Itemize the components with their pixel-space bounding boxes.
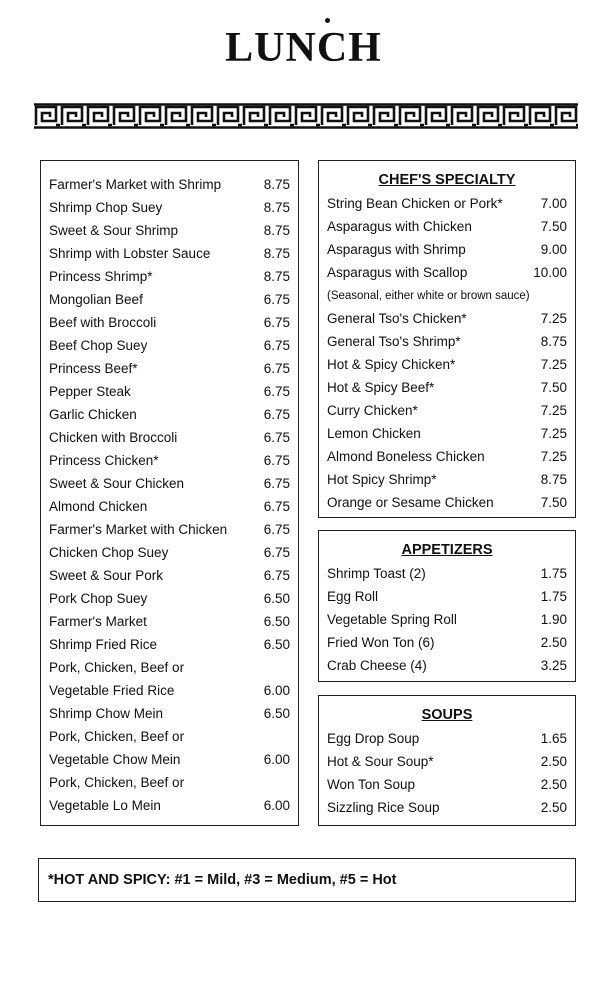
menu-item-name: Beef Chop Suey	[49, 338, 148, 353]
menu-item-name: Hot & Spicy Chicken*	[327, 357, 456, 372]
menu-item-name: General Tso's Shrimp*	[327, 334, 461, 349]
menu-item	[49, 242, 290, 265]
menu-item-name: Sizzling Rice Soup	[327, 800, 440, 815]
menu-item	[327, 261, 567, 284]
menu-item-name: Asparagus with Chicken	[327, 219, 472, 234]
menu-item	[49, 794, 290, 817]
menu-item	[327, 238, 567, 261]
menu-item-price: 1.65	[540, 731, 567, 746]
menu-item-price: 1.75	[540, 566, 567, 581]
menu-item-price: 3.25	[540, 658, 567, 673]
menu-item-name: Sweet & Sour Chicken	[49, 476, 185, 491]
menu-item-price: 1.75	[540, 589, 567, 604]
menu-item-name: Shrimp Chop Suey	[49, 200, 163, 215]
menu-item	[49, 610, 290, 633]
menu-item-price: 6.00	[263, 683, 290, 698]
menu-item	[49, 380, 290, 403]
menu-item-name: Lemon Chicken	[327, 426, 421, 441]
menu-item-name: Asparagus with Scallop	[327, 265, 468, 280]
menu-item-name: Chicken Chop Suey	[49, 545, 169, 560]
menu-item-name: Won Ton Soup	[327, 777, 416, 792]
menu-item-price: 6.00	[263, 752, 290, 767]
menu-item	[327, 654, 567, 677]
soups-title: SOUPS	[421, 707, 473, 723]
menu-item	[327, 796, 567, 819]
menu-item-price: 6.75	[263, 476, 290, 491]
menu-item	[327, 307, 567, 330]
menu-item-price: 8.75	[540, 472, 567, 487]
menu-item-price: 6.75	[263, 384, 290, 399]
menu-item-price: 6.75	[263, 499, 290, 514]
menu-item-name: Farmer's Market with Shrimp	[49, 177, 222, 192]
menu-item-name: Egg Drop Soup	[327, 731, 420, 746]
menu-item	[327, 491, 567, 514]
menu-item-name: Farmer's Market	[49, 614, 147, 629]
menu-item-price: 6.50	[263, 637, 290, 652]
menu-item	[49, 518, 290, 541]
menu-item-price: 8.75	[263, 223, 290, 238]
menu-item-name: Chicken with Broccoli	[49, 430, 178, 445]
menu-item	[49, 679, 290, 702]
menu-item-name: Vegetable Lo Mein	[49, 798, 161, 813]
menu-item-name: Mongolian Beef	[49, 292, 143, 307]
menu-item	[327, 422, 567, 445]
menu-item-name: Pork, Chicken, Beef or	[49, 660, 185, 675]
menu-item-price: 7.25	[540, 449, 567, 464]
menu-item-price: 6.75	[263, 522, 290, 537]
menu-item	[49, 564, 290, 587]
menu-item	[49, 702, 290, 725]
menu-item-name: Princess Chicken*	[49, 453, 159, 468]
menu-item	[327, 727, 567, 750]
menu-item	[327, 608, 567, 631]
menu-item-price: 8.75	[263, 269, 290, 284]
menu-item-price: 7.00	[540, 196, 567, 211]
chefs-specialty-box	[318, 160, 576, 518]
menu-item-name: String Bean Chicken or Pork*	[327, 196, 503, 211]
appetizers-box	[318, 530, 576, 682]
menu-item	[49, 196, 290, 219]
menu-item-name: Beef with Broccoli	[49, 315, 157, 330]
menu-item	[49, 495, 290, 518]
menu-item-price: 8.75	[540, 334, 567, 349]
menu-item-name: Vegetable Fried Rice	[49, 683, 175, 698]
menu-item	[327, 773, 567, 796]
menu-item-name: Shrimp with Lobster Sauce	[49, 246, 211, 261]
menu-item-name: Shrimp Fried Rice	[49, 637, 158, 652]
menu-item-name: Sweet & Sour Shrimp	[49, 223, 179, 238]
menu-item	[49, 541, 290, 564]
menu-item	[49, 656, 290, 679]
menu-item	[327, 399, 567, 422]
menu-item-name: General Tso's Chicken*	[327, 311, 467, 326]
menu-item	[327, 468, 567, 491]
menu-item-price: 7.25	[540, 311, 567, 326]
menu-item-price: 7.25	[540, 403, 567, 418]
page-title: LUNCH	[225, 25, 382, 71]
menu-item	[327, 631, 567, 654]
soups-box	[318, 695, 576, 826]
menu-item-name: Sweet & Sour Pork	[49, 568, 164, 583]
menu-item-price: 6.75	[263, 315, 290, 330]
menu-item-name: Crab Cheese (4)	[327, 658, 427, 673]
menu-item-name: Asparagus with Shrimp	[327, 242, 466, 257]
menu-item	[327, 353, 567, 376]
menu-item-price: 7.50	[540, 380, 567, 395]
menu-item-price: 6.75	[263, 292, 290, 307]
menu-item-price: 1.90	[540, 612, 567, 627]
menu-item-price: 10.00	[533, 265, 567, 280]
menu-item-price: 9.00	[540, 242, 567, 257]
menu-item-name: Pork, Chicken, Beef or	[49, 729, 185, 744]
menu-item-price: 6.75	[263, 430, 290, 445]
menu-item-name: Vegetable Chow Mein	[49, 752, 181, 767]
menu-item-name: Princess Beef*	[49, 361, 138, 376]
menu-item-price: 8.75	[263, 177, 290, 192]
menu-item	[49, 426, 290, 449]
menu-item	[49, 311, 290, 334]
menu-item-name: Garlic Chicken	[49, 407, 137, 422]
menu-item	[327, 562, 567, 585]
menu-item	[49, 265, 290, 288]
menu-item	[327, 192, 567, 215]
menu-item-price: 6.00	[263, 798, 290, 813]
menu-item-price: 2.50	[540, 635, 567, 650]
lunch-entrees-box	[40, 160, 299, 826]
menu-item-price: 6.75	[263, 545, 290, 560]
menu-item-price: 6.75	[263, 361, 290, 376]
menu-item	[49, 748, 290, 771]
menu-item-price: 8.75	[263, 246, 290, 261]
menu-item-name: Almond Boneless Chicken	[327, 449, 485, 464]
menu-item	[327, 376, 567, 399]
menu-item-name: Almond Chicken	[49, 499, 148, 514]
menu-item	[327, 330, 567, 353]
menu-item-name: Shrimp Toast (2)	[327, 566, 426, 581]
menu-item-price: 7.50	[540, 219, 567, 234]
menu-item	[49, 587, 290, 610]
menu-item-price: 6.75	[263, 453, 290, 468]
menu-item-name: Shrimp Chow Mein	[49, 706, 164, 721]
menu-item-name: Pork, Chicken, Beef or	[49, 775, 185, 790]
menu-item-price: 2.50	[540, 800, 567, 815]
menu-item-name: Hot & Sour Soup*	[327, 754, 434, 769]
menu-item-name: Farmer's Market with Chicken	[49, 522, 228, 537]
menu-item	[49, 449, 290, 472]
menu-item-name: Curry Chicken*	[327, 403, 418, 418]
menu-item-price: 6.75	[263, 407, 290, 422]
menu-item-name: Vegetable Spring Roll	[327, 612, 457, 627]
menu-item-price: 6.50	[263, 591, 290, 606]
appetizers-title: APPETIZERS	[401, 542, 493, 558]
menu-item	[49, 725, 290, 748]
chefs-specialty-title: CHEF'S SPECIALTY	[378, 172, 516, 188]
hot-spicy-footnote: *HOT AND SPICY: #1 = Mild, #3 = Medium, #5 = Hot	[38, 858, 576, 902]
menu-item-name: Pepper Steak	[49, 384, 131, 399]
menu-item-price: 7.50	[540, 495, 567, 510]
menu-item	[49, 219, 290, 242]
menu-item-name: Fried Won Ton (6)	[327, 635, 435, 650]
menu-item-price: 6.75	[263, 338, 290, 353]
title-dot-ornament	[325, 18, 330, 23]
menu-item-name: Princess Shrimp*	[49, 269, 153, 284]
menu-item	[49, 472, 290, 495]
menu-item	[49, 403, 290, 426]
greek-key-border	[34, 103, 578, 129]
menu-item-name: Egg Roll	[327, 589, 379, 604]
menu-item-name: Orange or Sesame Chicken	[327, 495, 494, 510]
menu-item-name: Hot Spicy Shrimp*	[327, 472, 437, 487]
menu-item-price: 2.50	[540, 754, 567, 769]
menu-item-price: 7.25	[540, 426, 567, 441]
menu-item-price: 7.25	[540, 357, 567, 372]
menu-item	[49, 334, 290, 357]
menu-item	[49, 357, 290, 380]
menu-item	[49, 633, 290, 656]
menu-item	[49, 771, 290, 794]
menu-item	[327, 445, 567, 468]
menu-item	[49, 288, 290, 311]
menu-item-price: 6.50	[263, 706, 290, 721]
menu-note: (Seasonal, either white or brown sauce)	[327, 289, 530, 302]
menu-item-price: 6.75	[263, 568, 290, 583]
menu-item-name: Hot & Spicy Beef*	[327, 380, 435, 395]
menu-item-name: Pork Chop Suey	[49, 591, 148, 606]
menu-item	[327, 585, 567, 608]
menu-item-price: 6.50	[263, 614, 290, 629]
menu-item	[327, 215, 567, 238]
menu-item-price: 2.50	[540, 777, 567, 792]
menu-item-price: 8.75	[263, 200, 290, 215]
menu-item	[49, 173, 290, 196]
menu-item	[327, 750, 567, 773]
